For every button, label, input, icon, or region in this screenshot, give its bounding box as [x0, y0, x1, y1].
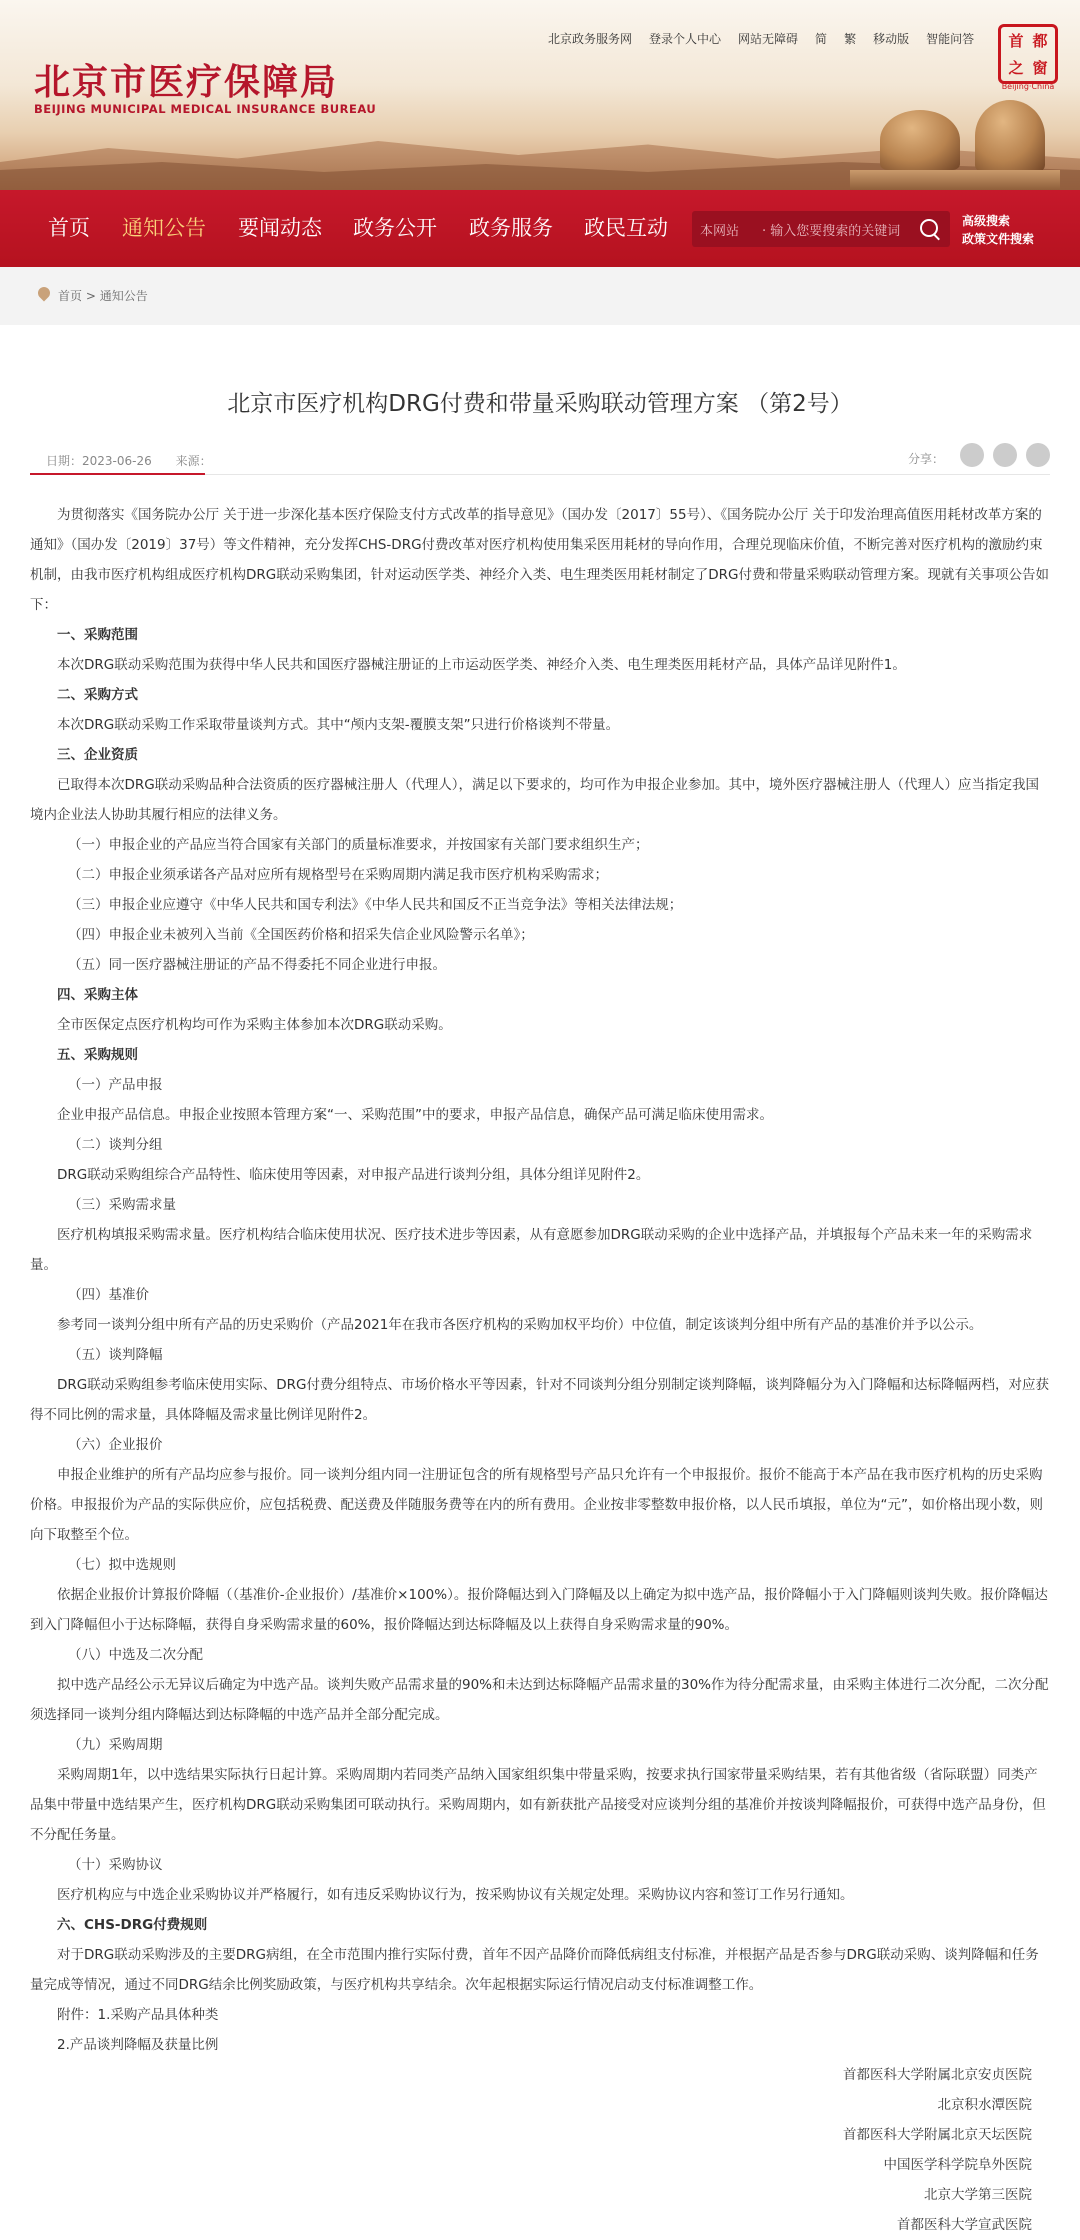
weibo-share-icon[interactable] [993, 443, 1017, 467]
top-link-login[interactable]: 登录个人中心 [649, 32, 722, 46]
signatory: 北京大学第三医院 [924, 2187, 1032, 2203]
nav-item-home[interactable]: 首页 [48, 216, 90, 240]
article-paragraph: （五）同一医疗器械注册证的产品不得委托不同企业进行申报。 [68, 957, 446, 973]
article-paragraph: （四）基准价 [68, 1287, 149, 1303]
statue-pedestal [850, 170, 1060, 190]
search-input[interactable]: · 输入您要搜索的关键词 [762, 224, 901, 239]
top-link-gov-service[interactable]: 北京政务服务网 [548, 32, 633, 46]
signatory: 首都医科大学附属北京天坛医院 [843, 2127, 1032, 2143]
article-paragraph: （九）采购周期 [68, 1737, 163, 1753]
seal-char: 之 [1008, 58, 1024, 77]
article-paragraph: 2.产品谈判降幅及获量比例 [57, 2037, 219, 2053]
section-heading: 一、采购范围 [57, 627, 138, 643]
article-paragraph: 附件：1.采购产品具体种类 [57, 2007, 219, 2023]
advanced-search-link[interactable]: 高级搜索 [962, 214, 1011, 228]
article-paragraph: （四）申报企业未被列入当前《全国医药价格和招采失信企业风险警示名单》； [68, 927, 534, 943]
search-icon[interactable] [920, 219, 938, 237]
seal-caption: Beijing·China [1001, 82, 1055, 91]
header-banner [0, 0, 1080, 190]
section-heading: 四、采购主体 [57, 987, 138, 1003]
article-title: 北京市医疗机构DRG付费和带量采购联动管理方案 （第2号） [227, 391, 853, 417]
article-paragraph: （七）拟中选规则 [68, 1557, 176, 1573]
article-paragraph: （一）产品申报 [68, 1077, 163, 1093]
site-logo[interactable]: 北京市医疗保障局 [34, 61, 339, 103]
meta-divider-accent [30, 473, 205, 475]
section-heading: 五、采购规则 [57, 1047, 138, 1063]
article-paragraph: 申报企业维护的所有产品均应参与报价。同一谈判分组内同一注册证包含的所有规格型号产品只允许有一个申报报价。报价不能高于本产品在我市医疗机构的历史采购价格。申报报价为产品的实际供应价，应包括税费、配送费及伴随服务费等在内的所有费用。企业按非零整数申报价格，以人民币填报，单位为“元”，如价格出现小数，则向下取整至个位。 [30, 1467, 1043, 1543]
signatory: 首都医科大学附属北京安贞医院 [843, 2067, 1032, 2083]
article-paragraph: （一）申报企业的产品应当符合国家有关部门的质量标准要求，并按国家有关部门要求组织生产； [68, 837, 649, 853]
article-paragraph: （三）申报企业应遵守《中华人民共和国专利法》《中华人民共和国反不正当竞争法》等相关法律法规； [68, 897, 683, 913]
top-link-smart-qa[interactable]: 智能问答 [926, 32, 975, 46]
section-heading: 二、采购方式 [57, 687, 138, 703]
advanced-search-links [962, 212, 1034, 248]
article-meta [46, 452, 232, 469]
search-box[interactable] [692, 211, 950, 247]
favorite-share-icon[interactable] [1026, 443, 1050, 467]
article-paragraph: 本次DRG联动采购范围为获得中华人民共和国医疗器械注册证的上市运动医学类、神经介入类、电生理类医用耗材产品，具体产品详见附件1。 [57, 657, 906, 673]
signatory: 北京积水潭医院 [937, 2097, 1032, 2113]
article-paragraph: 医疗机构填报采购需求量。医疗机构结合临床使用状况、医疗技术进步等因素，从有意愿参加DRG联动采购的企业中选择产品，并填报每个产品未来一年的采购需求量。 [30, 1227, 1033, 1273]
seal-char: 首 [1008, 31, 1024, 50]
article-paragraph: 对于DRG联动采购涉及的主要DRG病组，在全市范围内推行实际付费，首年不因产品降价而降低病组支付标准，并根据产品是否参与DRG联动采购、谈判降幅和任务量完成等情况，通过不同DRG结余比例奖励政策，与医疗机构共享结余。次年起根据实际运行情况启动支付标准调整工作。 [30, 1947, 1039, 1993]
signatory: 中国医学科学院阜外医院 [883, 2157, 1032, 2173]
top-links [548, 30, 991, 47]
article-paragraph: 医疗机构应与中选企业采购协议并严格履行，如有违反采购协议行为，按采购协议有关规定处理。采购协议内容和签订工作另行通知。 [57, 1887, 854, 1903]
capital-window-seal[interactable] [998, 24, 1058, 84]
section-heading: 三、企业资质 [57, 747, 138, 763]
article-paragraph: 企业申报产品信息。申报企业按照本管理方案“一、采购范围”中的要求，申报产品信息，确保产品可满足临床使用需求。 [57, 1107, 773, 1123]
article-paragraph: 参考同一谈判分组中所有产品的历史采购价（产品2021年在我市各医疗机构的采购加权平均价）中位值，制定该谈判分组中所有产品的基准价并予以公示。 [57, 1317, 983, 1333]
main-nav [0, 190, 1080, 267]
breadcrumb [58, 287, 148, 304]
breadcrumb-home[interactable]: 首页 [58, 289, 83, 303]
seal-char: 都 [1032, 31, 1048, 50]
nav-item-notices[interactable]: 通知公告 [122, 216, 206, 240]
article-paragraph: （八）中选及二次分配 [68, 1647, 203, 1663]
wechat-share-icon[interactable] [960, 443, 984, 467]
breadcrumb-bar [0, 267, 1080, 325]
article-paragraph: （六）企业报价 [68, 1437, 163, 1453]
nav-item-gov-service[interactable]: 政务服务 [469, 216, 553, 240]
article-paragraph: 为贯彻落实《国务院办公厅 关于进一步深化基本医疗保险支付方式改革的指导意见》（国办发〔2017〕55号）、《国务院办公厅 关于印发治理高值医用耗材改革方案的通知》（国办发〔2019〕37号）等文件精神，充分发挥CHS-DRG付费改革对医疗机构使用集采医用耗材的导向作用，合理兑现临床价值，不断完善对医疗机构的激励约束机制，由我市医疗机构组成医疗机构DRG联动采购集团，针对运动医学类、神经介入类、电生理类医用耗材制定了DRG付费和带量采购联动管理方案。现就有关事项公告如下： [30, 507, 1049, 613]
nav-item-interaction[interactable]: 政民互动 [584, 216, 668, 240]
article-paragraph: 本次DRG联动采购工作采取带量谈判方式。其中“颅内支架-覆膜支架”只进行价格谈判不带量。 [57, 717, 620, 733]
top-link-traditional[interactable]: 繁 [844, 32, 857, 46]
article-paragraph: （十）采购协议 [68, 1857, 163, 1873]
signatory: 首都医科大学宣武医院 [897, 2217, 1032, 2233]
article-paragraph: 全市医保定点医疗机构均可作为采购主体参加本次DRG联动采购。 [57, 1017, 452, 1033]
article-paragraph: （二）谈判分组 [68, 1137, 163, 1153]
top-link-simplified[interactable]: 简 [815, 32, 828, 46]
bronze-beast-statue-right [975, 100, 1045, 172]
nav-item-gov-open[interactable]: 政务公开 [353, 216, 437, 240]
top-link-accessibility[interactable]: 网站无障碍 [738, 32, 799, 46]
policy-search-link[interactable]: 政策文件搜索 [962, 232, 1035, 246]
article-paragraph: 拟中选产品经公示无异议后确定为中选产品。谈判失败产品需求量的90%和未达到达标降幅产品需求量的30%作为待分配需求量，由采购主体进行二次分配，二次分配须选择同一谈判分组内降幅达到达标降幅的中选产品并全部分配完成。 [30, 1677, 1049, 1723]
nav-item-news[interactable]: 要闻动态 [238, 216, 322, 240]
article-paragraph: DRG联动采购组参考临床使用实际、DRG付费分组特点、市场价格水平等因素，针对不同谈判分组分别制定谈判降幅，谈判降幅分为入门降幅和达标降幅两档，对应获得不同比例的需求量，具体降幅及需求量比例详见附件2。 [30, 1377, 1049, 1423]
share-label: 分享： [908, 452, 945, 466]
seal-char: 窗 [1032, 58, 1048, 77]
article-paragraph: 采购周期1年，以中选结果实际执行日起计算。采购周期内若同类产品纳入国家组织集中带量采购，按要求执行国家带量采购结果，若有其他省级（省际联盟）同类产品集中带量中选结果产生，医疗机构DRG联动采购集团可联动执行。采购周期内，如有新获批产品接受对应谈判分组的基准价并按谈判降幅报价，可获得中选产品身份，但不分配任务量。 [30, 1767, 1046, 1843]
top-link-mobile[interactable]: 移动版 [873, 32, 910, 46]
section-heading: 六、CHS-DRG付费规则 [57, 1917, 208, 1933]
article-date: 日期：2023-06-26 [46, 454, 152, 468]
article-body [30, 500, 1050, 2240]
breadcrumb-separator: > [85, 289, 96, 303]
breadcrumb-current[interactable]: 通知公告 [99, 289, 148, 303]
article-paragraph: 依据企业报价计算报价降幅（（基准价-企业报价）/基准价×100%）。报价降幅达到入门降幅及以上确定为拟中选产品，报价降幅小于入门降幅则谈判失败。报价降幅达到入门降幅但小于达标降幅，获得自身采购需求量的60%，报价降幅达到达标降幅及以上获得自身采购需求量的90%。 [30, 1587, 1048, 1633]
article-paragraph: （二）申报企业须承诺各产品对应所有规格型号在采购周期内满足我市医疗机构采购需求； [68, 867, 608, 883]
article-paragraph: 已取得本次DRG联动采购品种合法资质的医疗器械注册人（代理人），满足以下要求的，均可作为申报企业参加。其中，境外医疗器械注册人（代理人）应当指定我国境内企业法人协助其履行相应的法律义务。 [30, 777, 1039, 823]
bronze-beast-statue-left [880, 110, 960, 170]
article-source: 来源： [175, 454, 212, 468]
article-paragraph: （三）采购需求量 [68, 1197, 176, 1213]
site-logo-english: BEIJING MUNICIPAL MEDICAL INSURANCE BUREAU [34, 102, 377, 116]
search-scope[interactable]: 本网站 [700, 224, 740, 239]
article-paragraph: （五）谈判降幅 [68, 1347, 163, 1363]
location-pin-icon [36, 285, 53, 302]
article-paragraph: DRG联动采购组综合产品特性、临床使用等因素，对申报产品进行谈判分组，具体分组详见附件2。 [57, 1167, 650, 1183]
